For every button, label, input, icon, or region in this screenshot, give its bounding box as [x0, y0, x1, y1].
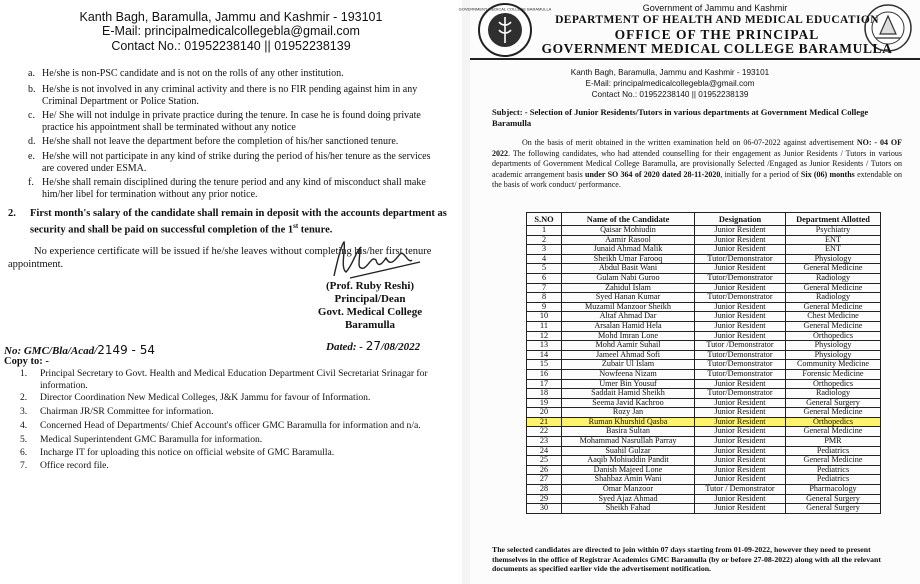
cell-designation: Junior Resident [695, 331, 786, 341]
cell-sno: 15 [527, 360, 562, 370]
cell-designation: Junior Resident [695, 417, 786, 427]
cell-designation: Junior Resident [695, 408, 786, 418]
cell-sno: 6 [527, 273, 562, 283]
gov-line: Government of Jammu and Kashmir [642, 3, 788, 13]
cell-name: Basira Sultan [562, 427, 695, 437]
signatory-name: (Prof. Ruby Reshi) [325, 280, 415, 292]
joining-instructions: The selected candidates are directed to join within 07 days starting from 01-09-2022, however they need to present themselves in the office of Registrar Academics GMC Baramulla (by or before 27-08-2022) along with all the relevant documents as specified earlier vide the advertisement notification. [492, 545, 881, 574]
cell-sno: 5 [527, 264, 562, 274]
cell-sno: 9 [527, 302, 562, 312]
cell-sno: 26 [527, 465, 562, 475]
cell-designation: Tutor/Demonstrator [695, 254, 786, 264]
cell-department: Orthopedics [786, 379, 881, 389]
cell-sno: 10 [527, 312, 562, 322]
page-gutter [462, 0, 470, 584]
condition-c: c. He/ She will not indulge in private practice during the tenure. In case he is found doing private practice his appointment shall be terminated without any notice [28, 110, 421, 133]
cell-sno: 28 [527, 485, 562, 495]
signatory-place: Baramulla [344, 319, 396, 331]
cell-department: Chest Medicine [786, 312, 881, 322]
cell-department: Radiology [786, 273, 881, 283]
condition-b: b. He/she is not involved in any criminal activity and there is no FIR pending against him in any Criminal Department or Police Station. [28, 84, 418, 107]
cell-department: ENT [786, 235, 881, 245]
table-row [527, 504, 881, 514]
cell-department: PMR [786, 437, 881, 447]
cell-name: Zubair Ul Islam [562, 360, 695, 370]
cell-department: General Medicine [786, 408, 881, 418]
right-email: E-Mail: principalmedicalcollegebla@gmail.com [585, 79, 755, 88]
cell-name: Muzamil Manzoor Sheikh [562, 302, 695, 312]
cell-designation: Junior Resident [695, 446, 786, 456]
cell-name: Sheikh Umar Farooq [562, 254, 695, 264]
table-row [527, 321, 881, 331]
cell-name: Junaid Ahmad Malik [562, 245, 695, 255]
cell-designation: Junior Resident [695, 379, 786, 389]
cell-department: General Medicine [786, 321, 881, 331]
cell-department: General Surgery [786, 494, 881, 504]
cell-designation: Junior Resident [695, 465, 786, 475]
col-department: Department Allotted [786, 213, 881, 226]
copy-to-heading: Copy to: - [4, 356, 49, 367]
table-row [527, 245, 881, 255]
cell-department: Physiology [786, 341, 881, 351]
cell-sno: 29 [527, 494, 562, 504]
cell-department: General Medicine [786, 283, 881, 293]
cell-sno: 11 [527, 321, 562, 331]
cell-name: Jameel Ahmad Sofi [562, 350, 695, 360]
cell-designation: Junior Resident [695, 437, 786, 447]
cell-sno: 17 [527, 379, 562, 389]
table-row [527, 456, 881, 466]
table-row [527, 369, 881, 379]
cell-designation: Tutor/Demonstrator [695, 369, 786, 379]
cell-name: Aaqib Mohiuddin Pandit [562, 456, 695, 466]
cell-name: Qaisar Mohiudin [562, 226, 695, 236]
cell-department: Psychiatry [786, 226, 881, 236]
cell-sno: 1 [527, 226, 562, 236]
cell-designation: Junior Resident [695, 427, 786, 437]
issue-date: Dated: - 27/08/2022 [326, 339, 421, 353]
copy-item-4: 4. Concerned Head of Departments/ Chief Account's officer GMC Baramulla for information and n/a. [20, 420, 421, 431]
cell-name: Mohd Aamir Suhail [562, 341, 695, 351]
candidates-table [526, 212, 881, 514]
table-row [527, 341, 881, 351]
cell-sno: 24 [527, 446, 562, 456]
cell-designation: Junior Resident [695, 475, 786, 485]
cell-name: Zahidul Islam [562, 283, 695, 293]
cell-designation: Tutor/Demonstrator [695, 350, 786, 360]
cell-name: Ruman Khurshid Qasba [562, 417, 695, 427]
condition-e: e. He/she will not participate in any kind of strike during the period of his/her tenure as the services are covered under ESMA. [28, 151, 431, 174]
header-rule [470, 58, 920, 60]
cell-department: General Medicine [786, 302, 881, 312]
col-name: Name of the Candidate [562, 213, 695, 226]
cell-department: Forensic Medicine [786, 369, 881, 379]
cell-department: General Medicine [786, 456, 881, 466]
cell-designation: Junior Resident [695, 235, 786, 245]
notice-body: On the basis of merit obtained in the written examination held on 06-07-2022 against advertisement NO: - 04 OF 2022. The following candidates, who had attended counselling for their engagement as Junior Residents / Tutors in various departments of Government Medical College Baramulla, are provisionally Selected /Engaged as Junior Residents / Tutors on academic arrangement basis under SO 364 of 2020 dated 28-11-2020, initially for a period of Six (06) months extendable on the basis of work conduct/ performance. [492, 138, 903, 189]
table-row [527, 485, 881, 495]
table-row [527, 273, 881, 283]
cell-designation: Tutor/Demonstrator [695, 293, 786, 303]
cell-designation: Junior Resident [695, 245, 786, 255]
college-title: GOVERNMENT MEDICAL COLLEGE BARAMULLA [541, 41, 893, 56]
cell-designation: Junior Resident [695, 226, 786, 236]
salary-clause: 2. First month's salary of the candidate shall remain in deposit with the accounts department as security and shall be paid on successful completion of the 1st tenure. [8, 208, 447, 236]
copy-item-2: 2. Director Coordination New Medical Colleges, J&K Jammu for favour of Information. [20, 392, 371, 403]
department-title: DEPARTMENT OF HEALTH AND MEDICAL EDUCATION [555, 14, 879, 26]
table-row [527, 312, 881, 322]
cell-designation: Junior Resident [695, 302, 786, 312]
right-page [458, 0, 920, 584]
cell-name: Abdul Basit Wani [562, 264, 695, 274]
cell-sno: 23 [527, 437, 562, 447]
cell-department: Orthopedics [786, 331, 881, 341]
cell-sno: 2 [527, 235, 562, 245]
cell-department: Pediatrics [786, 475, 881, 485]
table-row [527, 293, 881, 303]
cell-sno: 21 [527, 417, 562, 427]
table-row [527, 408, 881, 418]
copy-item-7: 7. Office record file. [20, 460, 109, 471]
signature-scribble [320, 238, 430, 282]
cell-designation: Junior Resident [695, 398, 786, 408]
copy-item-1: 1. Principal Secretary to Govt. Health and Medical Education Department Civil Secretariat Srinagar for information. [20, 368, 428, 391]
copy-item-6: 6. Incharge IT for uploading this notice on official website of GMC Baramulla. [20, 447, 335, 458]
cell-sno: 19 [527, 398, 562, 408]
right-address: Kanth Bagh, Baramulla, Jammu and Kashmir - 193101 [570, 68, 770, 77]
cell-department: Physiology [786, 254, 881, 264]
cell-department: Orthopedics [786, 417, 881, 427]
condition-a: a. He/she is non-PSC candidate and is not on the rolls of any other institution. [28, 68, 344, 79]
cell-name: Nowfeena Nizam [562, 369, 695, 379]
cell-sno: 18 [527, 389, 562, 399]
copy-item-5: 5. Medical Superintendent GMC Baramulla for information. [20, 434, 263, 445]
logo-text: GOVERNMENT MEDICAL COLLEGE BARAMULLA [458, 6, 552, 12]
cell-name: Syed Hanan Kumar [562, 293, 695, 303]
cell-sno: 12 [527, 331, 562, 341]
left-header-contact: Contact No.: 01952238140 || 01952238139 [111, 39, 351, 53]
cell-department: General Surgery [786, 504, 881, 514]
cell-sno: 14 [527, 350, 562, 360]
cell-department: Pharmacology [786, 485, 881, 495]
cell-name: Mohd Imran Lone [562, 331, 695, 341]
cell-name: Shahbaz Amin Wani [562, 475, 695, 485]
cell-designation: Junior Resident [695, 456, 786, 466]
cell-department: General Medicine [786, 264, 881, 274]
cell-department: ENT [786, 245, 881, 255]
col-designation: Designation [695, 213, 786, 226]
office-title: OFFICE OF THE PRINCIPAL [614, 27, 820, 42]
cell-sno: 4 [527, 254, 562, 264]
cell-name: Sheikh Fahad [562, 504, 695, 514]
cell-name: Gulam Nabi Guroo [562, 273, 695, 283]
cell-department: Radiology [786, 389, 881, 399]
table-row [527, 389, 881, 399]
cell-sno: 8 [527, 293, 562, 303]
cell-sno: 30 [527, 504, 562, 514]
cell-department: General Medicine [786, 427, 881, 437]
cell-designation: Junior Resident [695, 504, 786, 514]
cell-department: General Surgery [786, 398, 881, 408]
table-row [527, 226, 881, 236]
table-row [527, 360, 881, 370]
cell-designation: Junior Resident [695, 283, 786, 293]
signatory-college: Govt. Medical College [317, 306, 423, 318]
cell-sno: 20 [527, 408, 562, 418]
cell-designation: Junior Resident [695, 494, 786, 504]
condition-f: f. He/she shall remain disciplined during the tenure period and any kind of misconduct shall make him/her libel for termination without any prior notice. [28, 177, 426, 200]
cell-department: Physiology [786, 350, 881, 360]
condition-d: d. He/she shall not leave the department before the completion of his/her sanctioned tenure. [28, 136, 399, 147]
cell-designation: Junior Resident [695, 321, 786, 331]
subject-line: Subject: - Selection of Junior Residents/Tutors in various departments at Government Medical College Baramulla [492, 107, 869, 128]
cell-name: Suahil Gulzar [562, 446, 695, 456]
cell-department: Radiology [786, 293, 881, 303]
cell-name: Syed Ajaz Ahmad [562, 494, 695, 504]
cell-department: Pediatrics [786, 465, 881, 475]
cell-sno: 7 [527, 283, 562, 293]
cell-name: Seema Javid Kachroo [562, 398, 695, 408]
cell-designation: Junior Resident [695, 312, 786, 322]
cell-sno: 16 [527, 369, 562, 379]
cell-designation: Tutor /Demonstrator [695, 341, 786, 351]
cell-name: Danish Majeed Lone [562, 465, 695, 475]
cell-sno: 3 [527, 245, 562, 255]
cell-designation: Tutor / Demonstrator [695, 485, 786, 495]
cell-name: Umer Bin Yousuf [562, 379, 695, 389]
cell-name: Arsalan Hamid Hela [562, 321, 695, 331]
cell-name: Mohammad Nasrullah Parray [562, 437, 695, 447]
cell-designation: Tutor/Demonstrator [695, 273, 786, 283]
cell-department: Pediatrics [786, 446, 881, 456]
table-row [527, 437, 881, 447]
cell-sno: 27 [527, 475, 562, 485]
signatory-designation: Principal/Dean [334, 293, 406, 305]
cell-designation: Junior Resident [695, 264, 786, 274]
cell-sno: 22 [527, 427, 562, 437]
cell-designation: Tutor/Demonstrator [695, 360, 786, 370]
cell-name: Rozy Jan [562, 408, 695, 418]
col-sno: S.NO [527, 213, 562, 226]
cell-name: Omar Manzoor [562, 485, 695, 495]
copy-item-3: 3. Chairman JR/SR Committee for information. [20, 406, 214, 417]
cell-sno: 13 [527, 341, 562, 351]
cell-sno: 25 [527, 456, 562, 466]
left-header-email: E-Mail: principalmedicalcollegebla@gmail.com [102, 24, 360, 38]
cell-name: Altaf Ahmad Dar [562, 312, 695, 322]
left-header-address: Kanth Bagh, Baramulla, Jammu and Kashmir - 193101 [79, 10, 383, 24]
cell-department: Community Medicine [786, 360, 881, 370]
table-header-row [527, 213, 881, 226]
right-contact: Contact No.: 01952238140 || 01952238139 [591, 90, 749, 99]
cell-designation: Tutor/Demonstrator [695, 389, 786, 399]
reference-number: No: GMC/Bla/Acad/2149 - 54 [4, 343, 155, 357]
cell-name: Aamir Rasool [562, 235, 695, 245]
cell-name: Saddait Hamid Sheikh [562, 389, 695, 399]
experience-certificate-note: No experience certificate will be issued if he/she leaves without completing his/her first tenure appointment. [8, 246, 432, 270]
